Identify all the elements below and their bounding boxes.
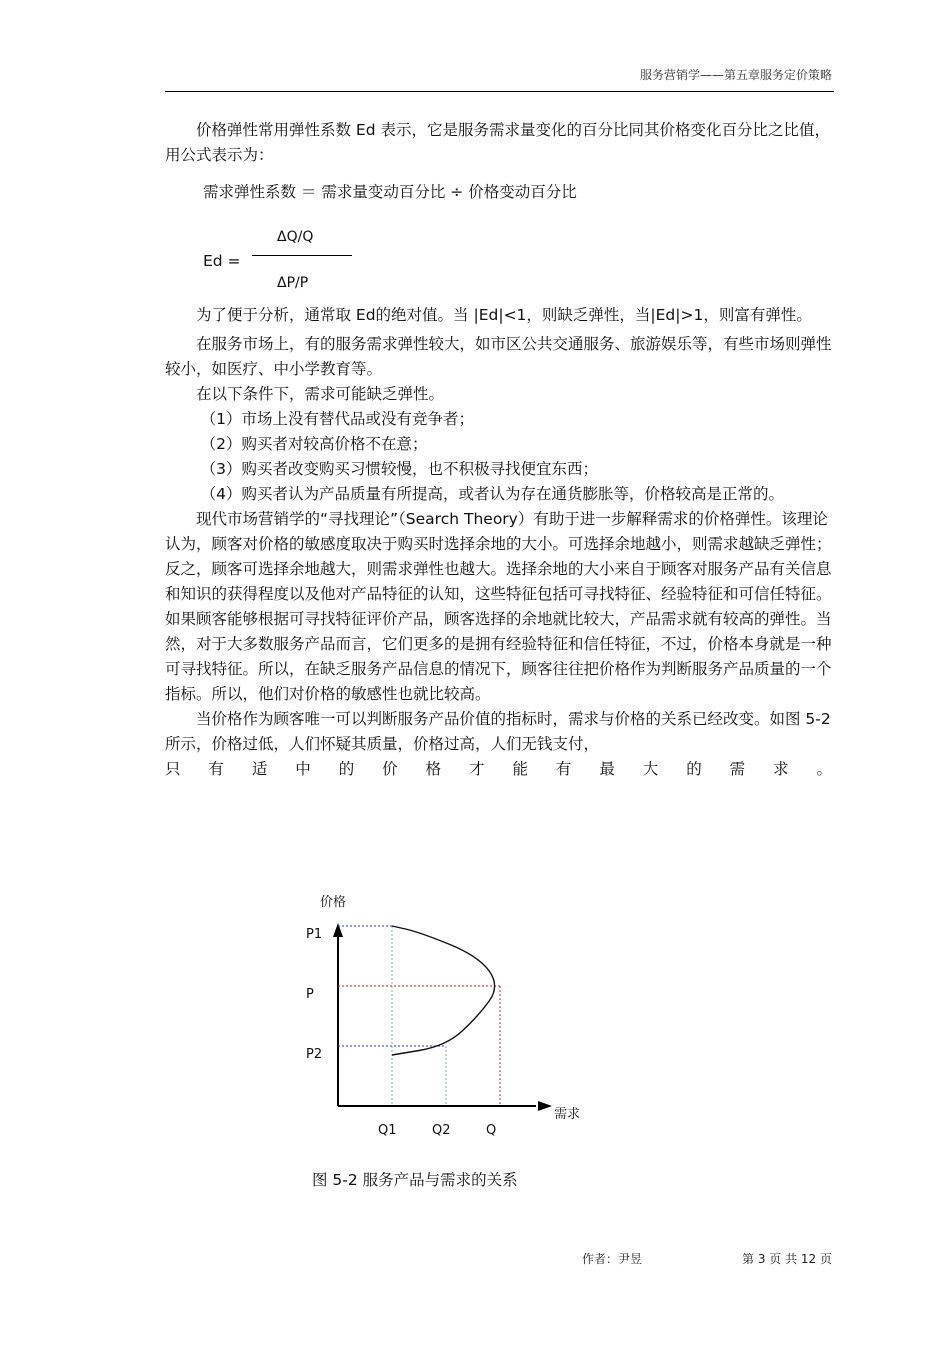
footer-page-info: 第 3 页 共 12 页 bbox=[742, 1252, 832, 1266]
paragraph-service-market: 在服务市场上，有的服务需求弹性较大，如市区公共交通服务、旅游娱乐等，有些市场则弹性较小，如医疗、中小学教育等。 bbox=[165, 335, 832, 378]
header-rule bbox=[165, 91, 834, 92]
y-tick-label: P1 bbox=[306, 927, 323, 942]
fraction-bar bbox=[252, 255, 352, 256]
body-text bbox=[165, 118, 832, 782]
list-item: （2）购买者对较高价格不在意； bbox=[200, 435, 428, 453]
x-tick-label: Q bbox=[486, 1123, 497, 1138]
price-demand-chart bbox=[290, 888, 610, 1148]
paragraph-price-demand: 当价格作为顾客唯一可以判断服务产品价值的指标时，需求与价格的关系已经改变。如图 5-2 所示，价格过低，人们怀疑其质量，价格过高，人们无钱支付， bbox=[165, 710, 831, 753]
x-tick-label: Q2 bbox=[432, 1123, 451, 1138]
demand-curve bbox=[392, 926, 495, 1055]
footer-author: 作者：尹昱 bbox=[582, 1252, 643, 1266]
formula-verbal: 需求弹性系数 ＝ 需求量变动百分比 ÷ 价格变动百分比 bbox=[203, 183, 577, 201]
x-tick-label: Q1 bbox=[378, 1123, 397, 1138]
list-item: （3）购买者改变购买习惯较慢，也不积极寻找便宜东西； bbox=[200, 460, 599, 478]
formula-denominator: ΔP/P bbox=[277, 275, 309, 291]
list-item: （4）购买者认为产品质量有所提高，或者认为存在通货膨胀等，价格较高是正常的。 bbox=[200, 485, 785, 503]
y-tick-label: P bbox=[306, 987, 314, 1002]
formula-lhs: Ed = bbox=[203, 252, 241, 270]
y-axis-arrow bbox=[333, 923, 343, 937]
list-item: （1）市场上没有替代品或没有竞争者； bbox=[200, 410, 475, 428]
paragraph-price-demand-last-line: 只有适中的价格才能有最大的需求。 bbox=[165, 760, 832, 778]
formula-fraction bbox=[165, 219, 832, 303]
figure-caption: 图 5-2 服务产品与需求的关系 bbox=[312, 1171, 518, 1189]
paragraph-search-theory: 现代市场营销学的“寻找理论”（Search Theory）有助于进一步解释需求的价格弹性。该理论认为，顾客对价格的敏感度取决于购买时选择余地的大小。可选择余地越小，则需求越缺乏弹性；反之，顾客可选择余地越大，则需求弹性也越大。选择余地的大小来自于顾客对服务产品有关信息和知识的获得程度以及他对产品特征的认知，这些特征包括可寻找特征、经验特征和可信任特征。如果顾客能够根据可寻找特征评价产品，顾客选择的余地就比较大，产品需求就有较高的弹性。当然，对于大多数服务产品而言，它们更多的是拥有经验特征和信任特征，不过，价格本身就是一种可寻找特征。所以，在缺乏服务产品信息的情况下，顾客往往把价格作为判断服务产品质量的一个指标。所以，他们对价格的敏感性也就比较高。 bbox=[165, 510, 832, 703]
figure-5-2 bbox=[290, 888, 610, 1148]
page-header: 服务营销学——第五章服务定价策略 bbox=[639, 68, 832, 82]
y-axis-label: 价格 bbox=[320, 895, 347, 910]
y-tick-label: P2 bbox=[306, 1047, 323, 1062]
paragraph-absolute-value: 为了便于分析，通常取 Ed的绝对值。当 |Ed|<1，则缺乏弹性，当|Ed|>1，则富有弹性。 bbox=[196, 306, 812, 324]
x-axis-label: 需求 bbox=[554, 1107, 581, 1122]
paragraph-elasticity-intro: 价格弹性常用弹性系数 Ed 表示，它是服务需求量变化的百分比同其价格变化百分比之比值，用公式表示为： bbox=[165, 121, 830, 164]
paragraph-conditions: 在以下条件下，需求可能缺乏弹性。 bbox=[196, 385, 445, 403]
formula-numerator: ΔQ/Q bbox=[277, 229, 314, 245]
x-axis-arrow bbox=[538, 1101, 552, 1111]
